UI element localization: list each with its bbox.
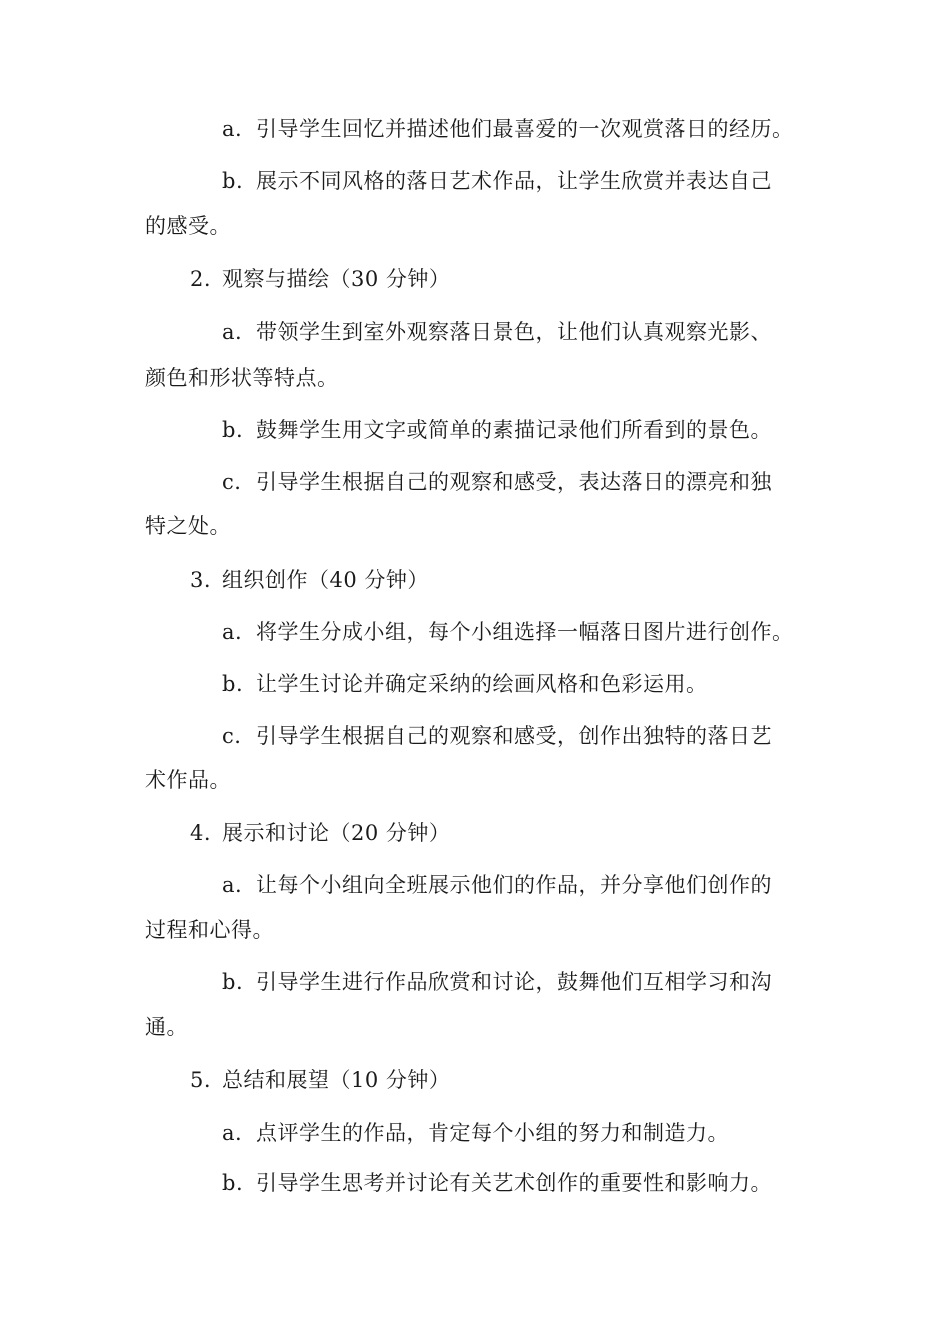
item-marker: a. bbox=[222, 873, 243, 897]
section-3-item-a bbox=[222, 619, 794, 645]
item-text: 引导学生根据自己的观察和感受，创作出独特的落日艺 bbox=[256, 724, 772, 748]
item-marker: c. bbox=[222, 470, 242, 494]
section-4-item-b-continuation: 通。 bbox=[145, 1015, 188, 1039]
section-4-item-a-continuation: 过程和心得。 bbox=[145, 918, 274, 942]
section-2-item-a bbox=[222, 319, 772, 345]
item-marker: a. bbox=[222, 117, 243, 141]
item-marker: b. bbox=[222, 169, 244, 193]
item-text: 点评学生的作品，肯定每个小组的努力和制造力。 bbox=[256, 1121, 729, 1145]
section-number: 2. bbox=[190, 267, 212, 291]
section-3-item-c bbox=[222, 723, 772, 749]
intro-item-a bbox=[222, 116, 794, 142]
item-marker: b. bbox=[222, 672, 244, 696]
section-number: 4. bbox=[190, 821, 212, 845]
intro-item-b-continuation: 的感受。 bbox=[145, 214, 231, 238]
item-text: 引导学生思考并讨论有关艺术创作的重要性和影响力。 bbox=[256, 1171, 772, 1195]
section-2-item-a-continuation: 颜色和形状等特点。 bbox=[145, 366, 339, 390]
section-3-item-c-continuation: 术作品。 bbox=[145, 768, 231, 792]
section-title: 观察与描绘（30 分钟） bbox=[222, 267, 451, 291]
item-marker: a. bbox=[222, 620, 243, 644]
item-text: 鼓舞学生用文字或简单的素描记录他们所看到的景色。 bbox=[256, 418, 772, 442]
section-3-item-b bbox=[222, 671, 708, 697]
section-5-item-b bbox=[222, 1170, 772, 1196]
section-title: 总结和展望（10 分钟） bbox=[222, 1068, 451, 1092]
item-text: 引导学生根据自己的观察和感受，表达落日的漂亮和独 bbox=[256, 470, 772, 494]
section-title: 组织创作（40 分钟） bbox=[222, 568, 429, 592]
item-text: 带领学生到室外观察落日景色，让他们认真观察光影、 bbox=[256, 320, 772, 344]
item-marker: b. bbox=[222, 1171, 244, 1195]
section-number: 5. bbox=[190, 1068, 212, 1092]
item-text: 展示不同风格的落日艺术作品，让学生欣赏并表达自己 bbox=[256, 169, 772, 193]
item-text: 引导学生进行作品欣赏和讨论，鼓舞他们互相学习和沟 bbox=[256, 970, 772, 994]
item-marker: b. bbox=[222, 970, 244, 994]
section-2-item-c-continuation: 特之处。 bbox=[145, 514, 231, 538]
section-heading-2 bbox=[190, 266, 450, 292]
section-heading-3 bbox=[190, 567, 429, 593]
item-marker: a. bbox=[222, 1121, 243, 1145]
section-heading-5 bbox=[190, 1067, 450, 1093]
item-marker: b. bbox=[222, 418, 244, 442]
item-text: 让每个小组向全班展示他们的作品，并分享他们创作的 bbox=[256, 873, 772, 897]
section-2-item-b bbox=[222, 417, 772, 443]
section-4-item-b bbox=[222, 969, 772, 995]
intro-item-b bbox=[222, 168, 772, 194]
item-marker: a. bbox=[222, 320, 243, 344]
section-5-item-a bbox=[222, 1120, 729, 1146]
section-number: 3. bbox=[190, 568, 212, 592]
item-text: 将学生分成小组，每个小组选择一幅落日图片进行创作。 bbox=[256, 620, 794, 644]
section-4-item-a bbox=[222, 872, 772, 898]
section-title: 展示和讨论（20 分钟） bbox=[222, 821, 451, 845]
section-2-item-c bbox=[222, 469, 772, 495]
item-text: 引导学生回忆并描述他们最喜爱的一次观赏落日的经历。 bbox=[256, 117, 794, 141]
section-heading-4 bbox=[190, 820, 450, 846]
item-marker: c. bbox=[222, 724, 242, 748]
item-text: 让学生讨论并确定采纳的绘画风格和色彩运用。 bbox=[256, 672, 708, 696]
